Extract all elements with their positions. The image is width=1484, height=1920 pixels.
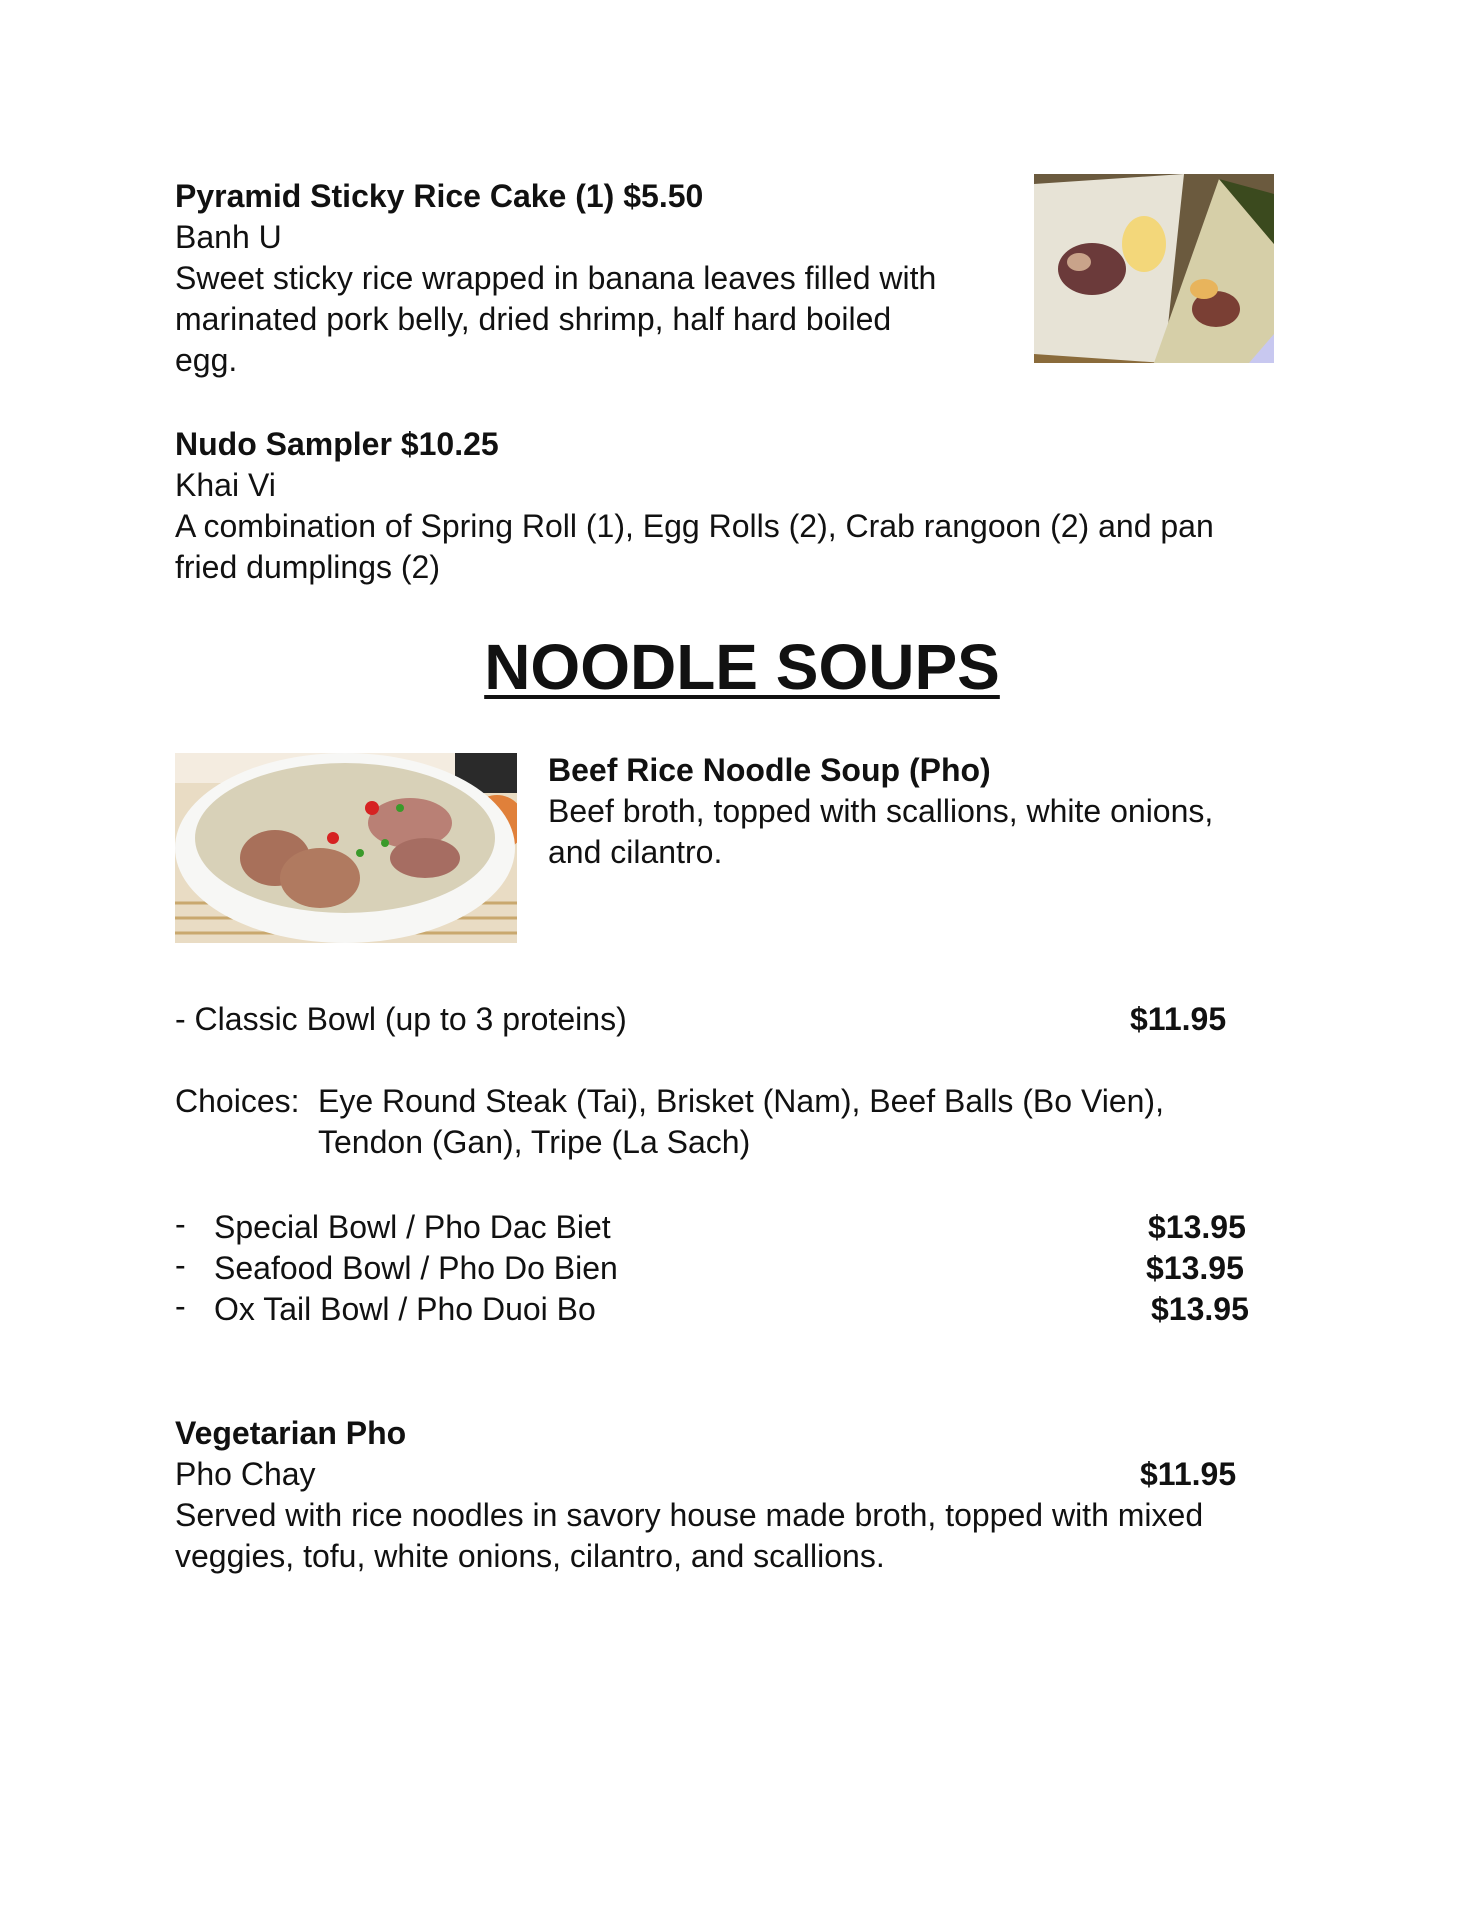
pho-title: Beef Rice Noodle Soup (Pho) bbox=[548, 752, 991, 788]
veg-pho-price: $11.95 bbox=[1140, 1456, 1237, 1492]
section-heading: NOODLE SOUPS bbox=[484, 631, 1000, 703]
bowl-price: $13.95 bbox=[1151, 1291, 1249, 1327]
bowl-price: $13.95 bbox=[1146, 1250, 1244, 1286]
sampler-title: Nudo Sampler $10.25 bbox=[175, 426, 499, 462]
sampler-description-line: fried dumplings (2) bbox=[175, 549, 440, 585]
pho-description-line: and cilantro. bbox=[548, 834, 723, 870]
pho-description-line: Beef broth, topped with scallions, white onions, bbox=[548, 793, 1214, 829]
bowl-bullet: - bbox=[175, 1247, 186, 1283]
banh-u-title: Pyramid Sticky Rice Cake (1) $5.50 bbox=[175, 178, 704, 214]
bowl-label: Ox Tail Bowl / Pho Duoi Bo bbox=[214, 1291, 596, 1327]
bowl-price: $13.95 bbox=[1148, 1209, 1246, 1245]
bowl-bullet: - bbox=[175, 1206, 186, 1242]
veg-pho-description-line: veggies, tofu, white onions, cilantro, and scallions. bbox=[175, 1538, 885, 1574]
classic-bowl-label: - Classic Bowl (up to 3 proteins) bbox=[175, 1001, 627, 1037]
veg-pho-title: Vegetarian Pho bbox=[175, 1415, 407, 1451]
veg-pho-description-line: Served with rice noodles in savory house made broth, topped with mixed bbox=[175, 1497, 1204, 1533]
sampler-description-line: A combination of Spring Roll (1), Egg Rolls (2), Crab rangoon (2) and pan bbox=[175, 508, 1214, 544]
banh-u-description-line: marinated pork belly, dried shrimp, half hard boiled bbox=[175, 301, 892, 337]
choices-label: Choices: bbox=[175, 1083, 300, 1119]
sticky-rice-cake-photo bbox=[1034, 174, 1274, 363]
classic-bowl-price: $11.95 bbox=[1130, 1001, 1227, 1037]
choices-line: Eye Round Steak (Tai), Brisket (Nam), Beef Balls (Bo Vien), bbox=[318, 1083, 1164, 1119]
banh-u-description-line: Sweet sticky rice wrapped in banana leaves filled with bbox=[175, 260, 937, 296]
banh-u-subtitle: Banh U bbox=[175, 219, 282, 255]
bowl-label: Seafood Bowl / Pho Do Bien bbox=[214, 1250, 618, 1286]
bowl-bullet: - bbox=[175, 1288, 186, 1324]
sampler-subtitle: Khai Vi bbox=[175, 467, 276, 503]
veg-pho-subtitle: Pho Chay bbox=[175, 1456, 316, 1492]
pho-bowl-photo bbox=[175, 753, 517, 943]
bowl-label: Special Bowl / Pho Dac Biet bbox=[214, 1209, 611, 1245]
choices-line: Tendon (Gan), Tripe (La Sach) bbox=[318, 1124, 751, 1160]
banh-u-description-line: egg. bbox=[175, 342, 238, 378]
